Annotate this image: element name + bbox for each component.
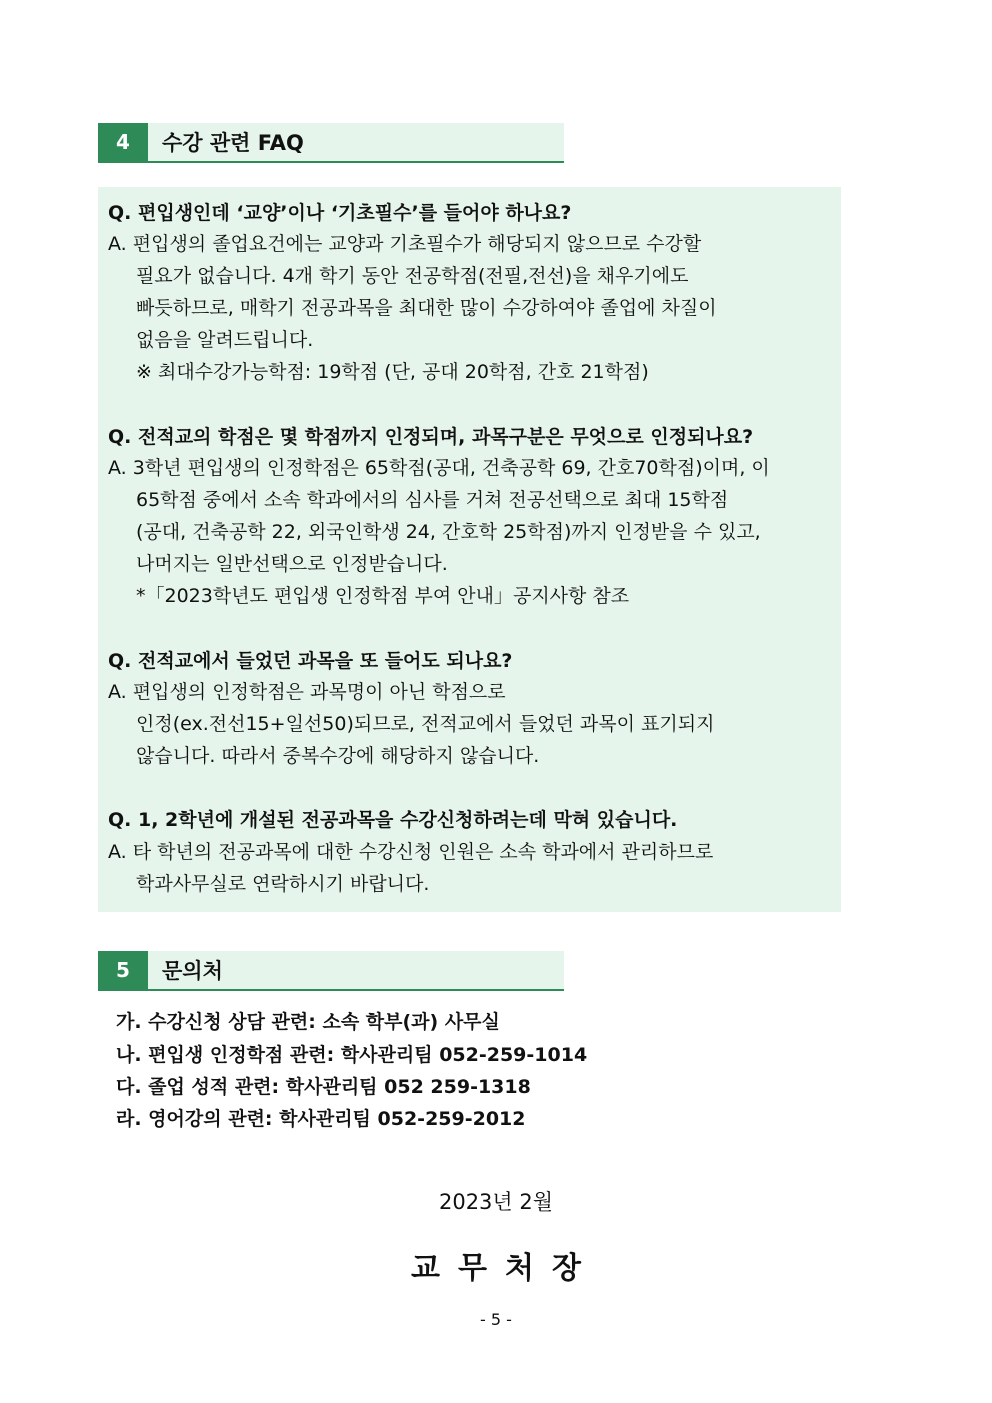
issue-date: 2023년 2월: [438, 1190, 554, 1214]
faq-answer-line: A. 편입생의 인정학점은 과목명이 아닌 학점으로: [108, 681, 506, 703]
faq-answer-line: 인정(ex.전선15+일선50)되므로, 전적교에서 들었던 과목이 표기되지: [136, 713, 715, 735]
faq-answer-line: 65학점 중에서 소속 학과에서의 심사를 거쳐 전공선택으로 최대 15학점: [136, 489, 729, 511]
section-title: 문의처: [162, 959, 223, 983]
faq-answer-line: A. 타 학년의 전공과목에 대한 수강신청 인원은 소속 학과에서 관리하므로: [108, 841, 714, 863]
contact-line: 가. 수강신청 상담 관련: 소속 학부(과) 사무실: [116, 1011, 500, 1033]
section-number: 5: [98, 951, 148, 989]
faq-question: Q. 1, 2학년에 개설된 전공과목을 수강신청하려는데 막혀 있습니다.: [108, 809, 678, 831]
section-title: 수강 관련 FAQ: [162, 131, 304, 155]
faq-answer-line: 학과사무실로 연락하시기 바랍니다.: [136, 873, 430, 895]
faq-answer-line: 필요가 없습니다. 4개 학기 동안 전공학점(전필,전선)을 채우기에도: [136, 265, 689, 287]
faq-answer-line: 나머지는 일반선택으로 인정받습니다.: [136, 553, 448, 575]
faq-answer-line: 않습니다. 따라서 중복수강에 해당하지 않습니다.: [136, 745, 540, 767]
faq-answer-note: ※ 최대수강가능학점: 19학점 (단, 공대 20학점, 간호 21학점): [136, 361, 649, 383]
faq-answer-line: 빠듯하므로, 매학기 전공과목을 최대한 많이 수강하여야 졸업에 차질이: [136, 297, 717, 319]
signature: 교무처장: [411, 1251, 599, 1286]
contact-line: 나. 편입생 인정학점 관련: 학사관리팀 052-259-1014: [116, 1044, 588, 1066]
faq-question: Q. 전적교의 학점은 몇 학점까지 인정되며, 과목구분은 무엇으로 인정되나요?: [108, 426, 754, 448]
faq-answer-line: 없음을 알려드립니다.: [136, 329, 314, 351]
section-5-header: [98, 951, 564, 991]
faq-question: Q. 전적교에서 들었던 과목을 또 들어도 되나요?: [108, 650, 513, 672]
section-number: 4: [98, 123, 148, 161]
faq-question: Q. 편입생인데 ‘교양’이나 ‘기초필수’를 들어야 하나요?: [108, 202, 572, 224]
faq-answer-line: (공대, 건축공학 22, 외국인학생 24, 간호학 25학점)까지 인정받을 수 있고,: [136, 521, 761, 543]
faq-answer-line: A. 편입생의 졸업요건에는 교양과 기초필수가 해당되지 않으므로 수강할: [108, 233, 702, 255]
contact-line: 라. 영어강의 관련: 학사관리팀 052-259-2012: [116, 1108, 526, 1130]
faq-answer-line: A. 3학년 편입생의 인정학점은 65학점(공대, 건축공학 69, 간호70학점)이며, 이: [108, 457, 770, 479]
faq-answer-note: *「2023학년도 편입생 인정학점 부여 안내」공지사항 참조: [136, 585, 630, 607]
section-4-header: [98, 123, 564, 163]
contact-line: 다. 졸업 성적 관련: 학사관리팀 052 259-1318: [116, 1076, 531, 1098]
page-number: - 5 -: [480, 1310, 512, 1329]
